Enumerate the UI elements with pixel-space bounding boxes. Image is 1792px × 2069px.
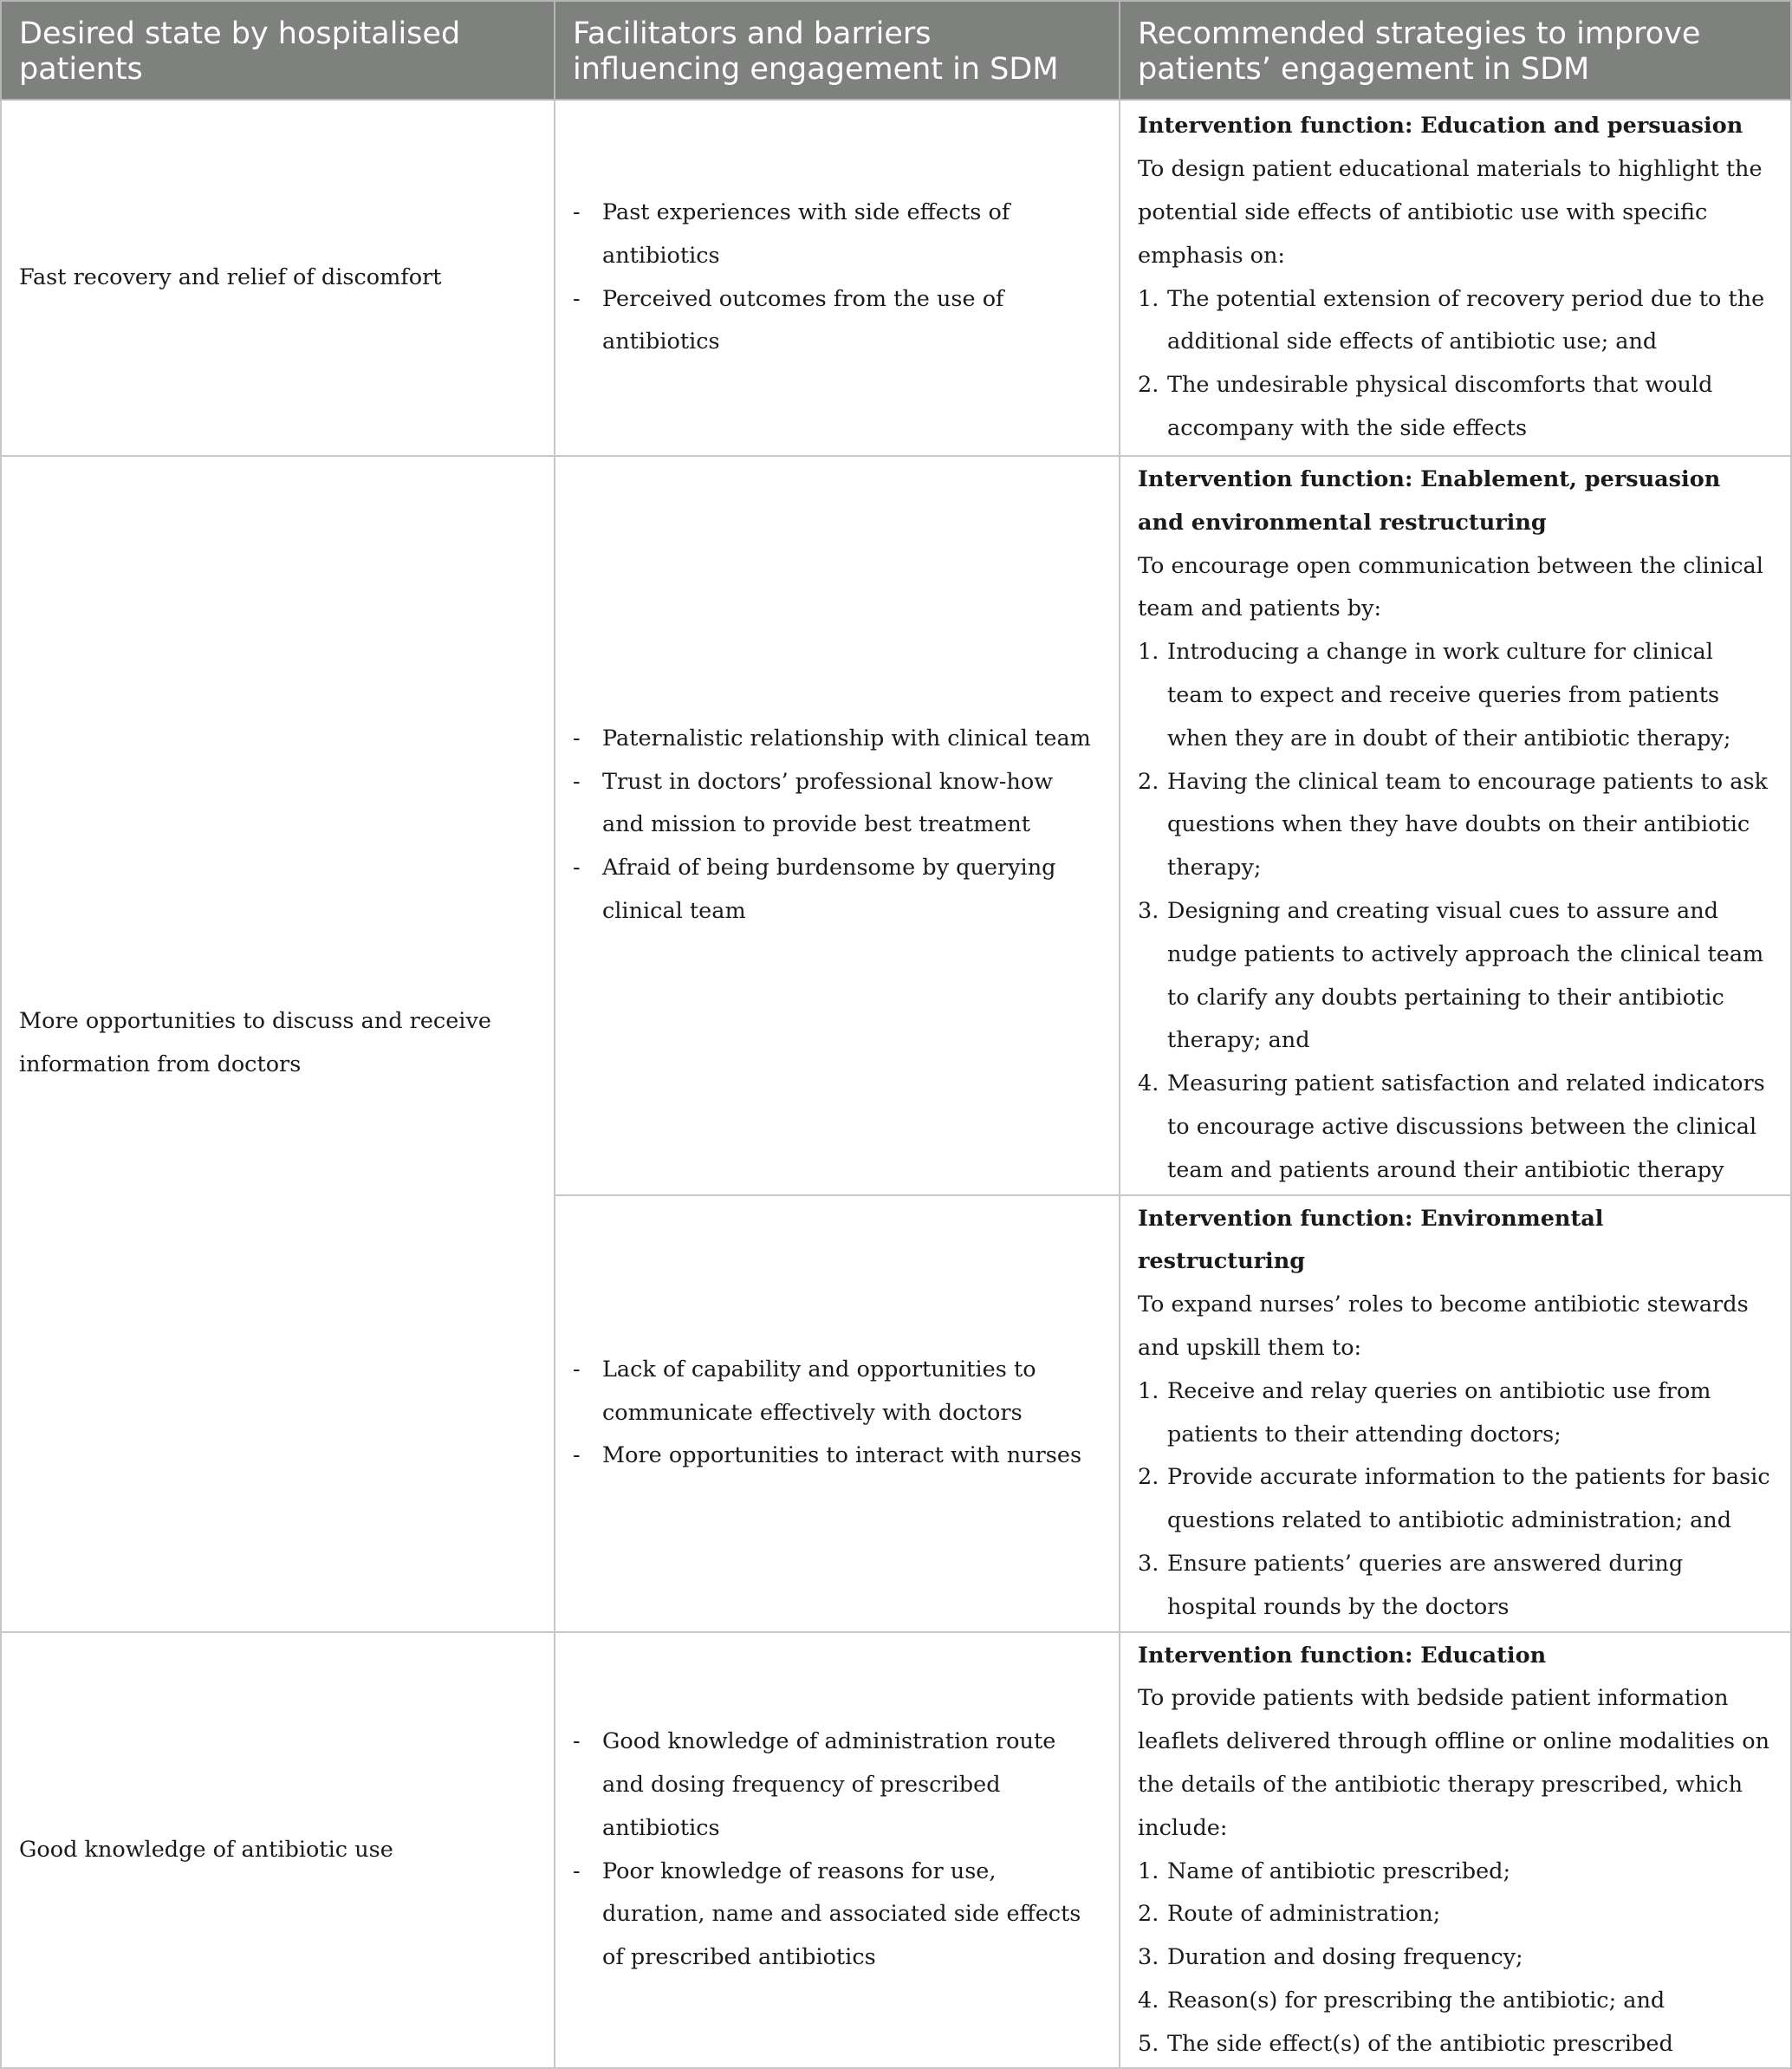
intervention-function-heading: Intervention function: Education [1138, 1642, 1547, 1669]
strategy-item: 1. The potential extension of recovery period due to the additional side effects of antibiotic use; and [1138, 285, 1765, 355]
intervention-function-heading: Intervention function: Environmental restructuring [1138, 1205, 1604, 1275]
strategy-item: 4. Reason(s) for prescribing the antibiotic; and [1138, 1987, 1665, 2014]
strategy-cell [1120, 1195, 1791, 1632]
strategy-item: 4. Measuring patient satisfaction and related indicators to encourage active discussions between the clinical team and patients around their antibiotic therapy [1138, 1070, 1765, 1183]
strategy-cell [1120, 456, 1791, 1195]
factors-cell [555, 1632, 1120, 2069]
table-header [1, 1, 1791, 100]
strategy-list [1138, 631, 1773, 1192]
desired-state-cell: Good knowledge of antibiotic use [1, 1632, 555, 2069]
factor-item: - Past experiences with side effects of antibiotics [573, 192, 1101, 278]
strategy-list [1138, 278, 1773, 451]
header-desired-state: Desired state by hospitalised patients [1, 1, 555, 100]
table-row [1, 100, 1791, 456]
strategy-item: 3. Ensure patients’ queries are answered during hospital rounds by the doctors [1138, 1550, 1684, 1620]
table-row [1, 456, 1791, 1195]
strategy-intro: To provide patients with bedside patient information leaflets delivered through offline or online modalities on the details of the antibiotic therapy prescribed, which include: [1138, 1685, 1769, 1841]
strategy-list [1138, 1370, 1773, 1630]
factors-list [573, 718, 1101, 934]
strategy-item: 3. Designing and creating visual cues to assure and nudge patients to actively approach the clinical team to clarify any doubts pertaining to their antibiotic therapy; and [1138, 897, 1764, 1054]
desired-state-cell: Fast recovery and relief of discomfort [1, 100, 555, 456]
factors-cell [555, 1195, 1120, 1632]
factor-item: - Perceived outcomes from the use of antibiotics [573, 278, 1101, 365]
desired-state-cell: More opportunities to discuss and receive information from doctors [1, 456, 555, 1632]
strategy-item: 2. Provide accurate information to the patients for basic questions related to antibiotic administration; and [1138, 1464, 1770, 1534]
strategy-intro: To encourage open communication between the clinical team and patients by: [1138, 552, 1763, 622]
table-body [1, 100, 1791, 2068]
strategy-item: 1. Name of antibiotic prescribed; [1138, 1858, 1511, 1884]
factors-list [573, 1721, 1101, 1980]
factor-item: - Trust in doctors’ professional know-how and mission to provide best treatment [573, 761, 1101, 848]
factor-item: - Paternalistic relationship with clinical team [573, 718, 1101, 761]
strategy-item: 3. Duration and dosing frequency; [1138, 1944, 1523, 1971]
strategy-cell [1120, 100, 1791, 456]
factor-item: - Good knowledge of administration route and dosing frequency of prescribed antibiotics [573, 1721, 1101, 1850]
strategy-item: 2. Having the clinical team to encourage patients to ask questions when they have doubts on their antibiotic therapy; [1138, 768, 1768, 882]
strategy-cell [1120, 1632, 1791, 2069]
strategy-list [1138, 1851, 1773, 2066]
header-recommended-strategies: Recommended strategies to improve patients’ engagement in SDM [1120, 1, 1791, 100]
strategy-item: 2. The undesirable physical discomforts that would accompany with the side effects [1138, 372, 1713, 441]
factor-item: - Afraid of being burdensome by querying clinical team [573, 847, 1101, 934]
strategy-item: 2. Route of administration; [1138, 1901, 1441, 1928]
strategy-item: 1. Receive and relay queries on antibiotic use from patients to their attending doctors; [1138, 1377, 1711, 1448]
factors-list [573, 192, 1101, 364]
factors-cell [555, 456, 1120, 1195]
factors-list [573, 1349, 1101, 1478]
strategy-intro: To expand nurses’ roles to become antibiotic stewards and upskill them to: [1138, 1291, 1749, 1361]
factors-cell [555, 100, 1120, 456]
factor-item: - Poor knowledge of reasons for use, duration, name and associated side effects of prescribed antibiotics [573, 1851, 1101, 1980]
factor-item: - More opportunities to interact with nurses [573, 1435, 1101, 1478]
intervention-function-heading: Intervention function: Enablement, persuasion and environmental restructuring [1138, 466, 1721, 536]
intervention-function-heading: Intervention function: Education and persuasion [1138, 113, 1743, 140]
header-facilitators-barriers: Facilitators and barriers influencing engagement in SDM [555, 1, 1120, 100]
factor-item: - Lack of capability and opportunities to communicate effectively with doctors [573, 1349, 1101, 1435]
strategy-item: 5. The side effect(s) of the antibiotic prescribed [1138, 2030, 1673, 2057]
strategy-intro: To design patient educational materials to highlight the potential side effects of antibiotic use with specific emphasis on: [1138, 156, 1763, 269]
strategy-item: 1. Introducing a change in work culture for clinical team to expect and receive queries from patients when they are in doubt of their antibiotic therapy; [1138, 639, 1731, 751]
table-row [1, 1632, 1791, 2069]
header-row [1, 1, 1791, 100]
